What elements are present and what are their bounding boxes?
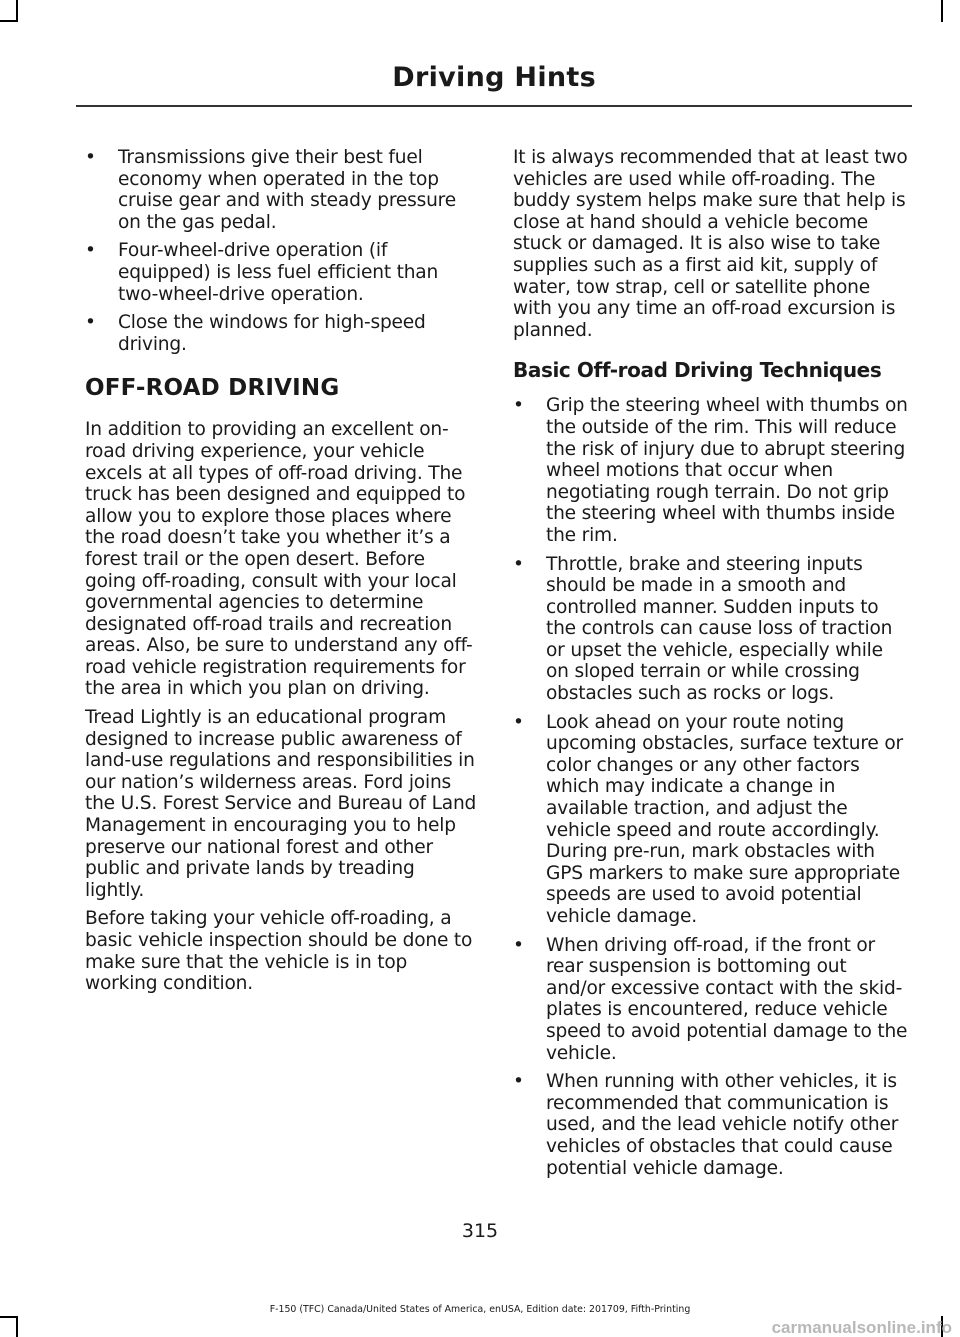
- crop-mark-top-left: [16, 0, 18, 22]
- list-item-text: • Close the windows for high-speed driving.: [118, 312, 426, 355]
- list-item-text: • Four-wheel-drive operation (if equipped) is less fuel efficient than two-wheel-drive operation.: [118, 240, 439, 305]
- list-item: [513, 1071, 909, 1179]
- list-item-text: • Throttle, brake and steering inputs should be made in a smooth and controlled manner. Sudden inputs to the controls can cause loss of traction or upset the vehicle, especially while on sloped terrain or while crossing obstacles such as rocks or logs.: [546, 553, 893, 705]
- crop-mark-top-right: [941, 0, 943, 22]
- list-item-text: • Transmissions give their best fuel economy when operated in the top cruise gear and with steady pressure on the gas pedal.: [118, 147, 456, 233]
- list-item: [513, 712, 909, 928]
- page-number: 315: [461, 1220, 499, 1242]
- list-item: [85, 240, 477, 305]
- paragraph: Before taking your vehicle off-roading, a basic vehicle inspection should be done to make sure that the vehicle is in top working condition.: [85, 908, 473, 995]
- crop-mark-bottom-left: [16, 1316, 18, 1337]
- list-item: [513, 554, 909, 705]
- list-item: [85, 312, 477, 355]
- list-item: [513, 935, 909, 1065]
- header-divider: [76, 105, 912, 107]
- section-heading-basic-techniques: Basic Off-road Driving Techniques: [513, 358, 882, 383]
- list-item: [85, 147, 477, 233]
- paragraph: In addition to providing an excellent on-road driving experience, your vehicle excels at all types of off-road driving. The truck has been designed and equipped to allow you to explore those places where the road doesn’t take you whether it’s a forest trail or the open desert. Before going off-roading, consult with your local governmental agencies to determine designated off-road trails and recreation areas. Also, be sure to understand any off-road vehicle registration requirements for the area in which you plan on driving.: [85, 419, 473, 700]
- list-item-text: • When running with other vehicles, it is recommended that communication is used, and the lead vehicle notify other vehicles of obstacles that could cause potential vehicle damage.: [546, 1071, 899, 1179]
- page-header-title: Driving Hints: [392, 62, 596, 93]
- crop-mark-bottom-left-horizontal: [0, 1316, 18, 1318]
- left-column: [85, 147, 477, 1002]
- section-heading-off-road-driving: OFF-ROAD DRIVING: [85, 375, 340, 402]
- right-column: [513, 147, 909, 1186]
- list-item: [513, 395, 909, 546]
- list-item-text: • When driving off-road, if the front or rear suspension is bottoming out and/or excessive contact with the skid-plates is encountered, reduce vehicle speed to avoid potential damage to the vehicle.: [546, 934, 908, 1064]
- paragraph: It is always recommended that at least two vehicles are used while off-roading. The buddy system helps make sure that help is close at hand should a vehicle become stuck or damaged. It is also wise to take supplies such as a first aid kit, supply of water, tow strap, cell or satellite phone with you any time an off-road excursion is planned.: [513, 147, 908, 341]
- list-item-text: • Look ahead on your route noting upcoming obstacles, surface texture or color changes or any other factors which may indicate a change in available traction, and adjust the vehicle speed and route accordingly. During pre-run, mark obstacles with GPS markers to make sure appropriate speeds are used to avoid potential vehicle damage.: [546, 711, 903, 927]
- edition-footer: F-150 (TFC) Canada/United States of America, enUSA, Edition date: 201709, Fifth-Printing: [269, 1304, 691, 1315]
- crop-mark-top-left-horizontal: [0, 20, 18, 22]
- list-item-text: • Grip the steering wheel with thumbs on the outside of the rim. This will reduce the risk of injury due to abrupt steering wheel motions that occur when negotiating rough terrain. Do not grip the steering wheel with thumbs inside the rim.: [546, 395, 908, 546]
- watermark: carmanualsonline.info: [771, 1318, 952, 1337]
- paragraph: Tread Lightly is an educational program designed to increase public awareness of land-use regulations and responsibilities in our nation’s wilderness areas. Ford joins the U.S. Forest Service and Bureau of Land Management in encouraging you to help preserve our national forest and other public and private lands by treading lightly.: [85, 707, 477, 901]
